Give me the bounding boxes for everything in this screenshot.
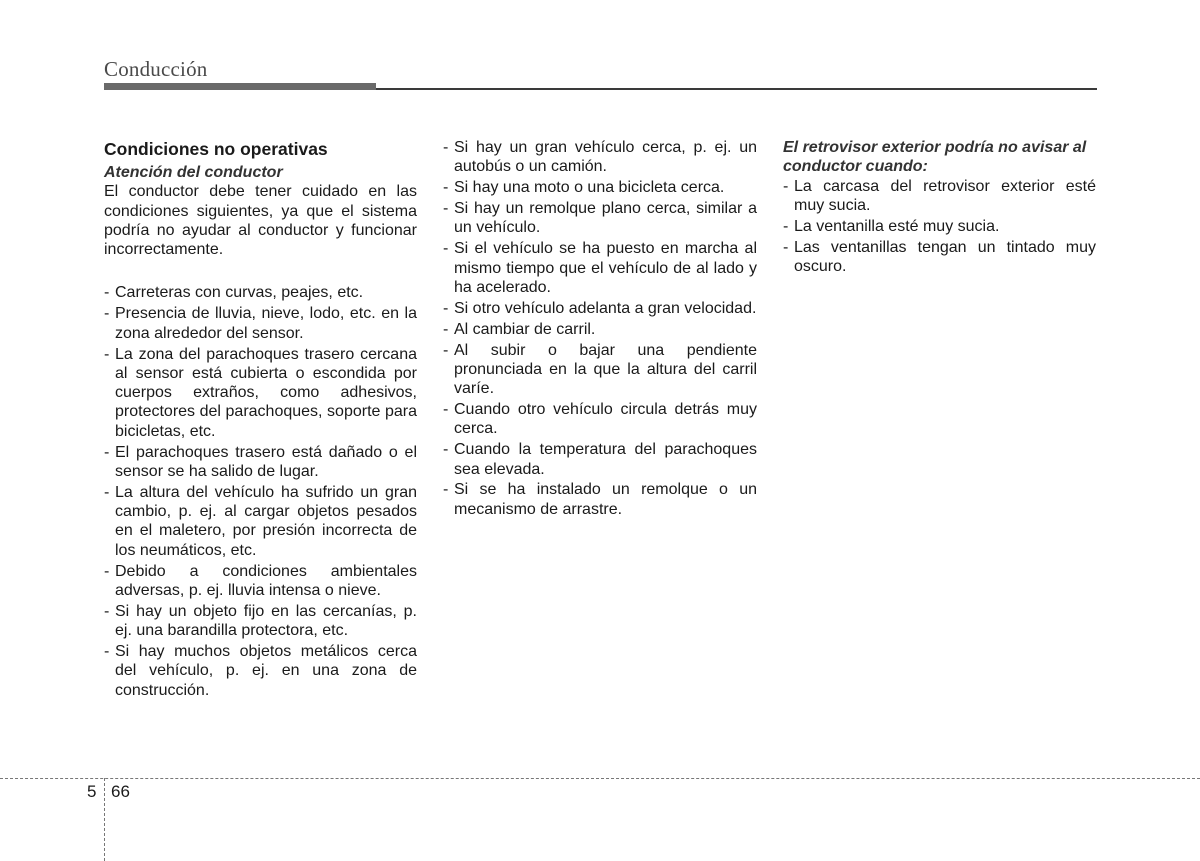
list-item: - Si se ha instalado un remolque o un mecanismo de arrastre. — [443, 480, 757, 519]
list-item: - Si otro vehículo adelanta a gran velocidad. — [443, 299, 757, 318]
list-item: - La carcasa del retrovisor exterior esté muy sucia. — [783, 177, 1096, 216]
list-item: - Al cambiar de carril. — [443, 320, 757, 339]
chapter-number: 5 — [87, 782, 97, 801]
list-item: - Carreteras con curvas, peajes, etc. — [104, 283, 417, 302]
intro-paragraph: El conductor debe tener cuidado en las condiciones siguientes, ya que el sistema podría no ayudar al conductor y funcionar incorrectamente. — [104, 183, 417, 259]
list-item: - La zona del parachoques trasero cercana al sensor está cubierta o escondida por cuerpos extraños, como adhesivos, protectores del parachoques, soporte para bicicletas, etc. — [104, 345, 417, 441]
list-item: - Presencia de lluvia, nieve, lodo, etc. en la zona alrededor del sensor. — [104, 304, 417, 343]
list-item: - Si hay muchos objetos metálicos cerca del vehículo, p. ej. en una zona de construcción. — [104, 642, 417, 700]
list-item: - Si hay un objeto fijo en las cercanías, p. ej. una barandilla protectora, etc. — [104, 602, 417, 641]
list-item: - La ventanilla esté muy sucia. — [783, 217, 1096, 236]
page-number: 66 — [111, 782, 130, 801]
mirror-conditions-list — [783, 177, 1096, 277]
list-item: - Cuando otro vehículo circula detrás muy cerca. — [443, 400, 757, 439]
footer-dashed-rule — [0, 778, 1200, 779]
list-item: - Al subir o bajar una pendiente pronunciada en la que la altura del carril varíe. — [443, 341, 757, 399]
header-rule-thick — [104, 83, 376, 90]
section-heading: Condiciones no operativas — [104, 139, 328, 159]
list-item: - Debido a condiciones ambientales adversas, p. ej. lluvia intensa o nieve. — [104, 562, 417, 601]
column-middle — [443, 138, 757, 521]
footer-dashed-divider — [104, 778, 105, 861]
header-rule-thin — [376, 88, 1097, 90]
column-left — [104, 138, 417, 701]
subheading-driver-attention: Atención del conductor — [104, 164, 283, 181]
conditions-list-left — [104, 283, 417, 699]
list-item: - Cuando la temperatura del parachoques sea elevada. — [443, 440, 757, 479]
page-header-title: Conducción — [104, 57, 208, 81]
list-item: - Si el vehículo se ha puesto en marcha al mismo tiempo que el vehículo de al lado y ha acelerado. — [443, 239, 757, 297]
column-right — [783, 138, 1096, 278]
list-item: - Las ventanillas tengan un tintado muy oscuro. — [783, 238, 1096, 277]
list-item: - La altura del vehículo ha sufrido un gran cambio, p. ej. al cargar objetos pesados en el maletero, por presión incorrecta de los neumáticos, etc. — [104, 483, 417, 560]
list-item: - Si hay un gran vehículo cerca, p. ej. un autobús o un camión. — [443, 138, 757, 177]
list-item: - Si hay un remolque plano cerca, similar a un vehículo. — [443, 199, 757, 238]
list-item: - Si hay una moto o una bicicleta cerca. — [443, 178, 757, 197]
list-item: - El parachoques trasero está dañado o el sensor se ha salido de lugar. — [104, 443, 417, 482]
subheading-mirror-warning: El retrovisor exterior podría no avisar al conductor cuando: — [783, 139, 1087, 176]
conditions-list-middle — [443, 138, 757, 519]
